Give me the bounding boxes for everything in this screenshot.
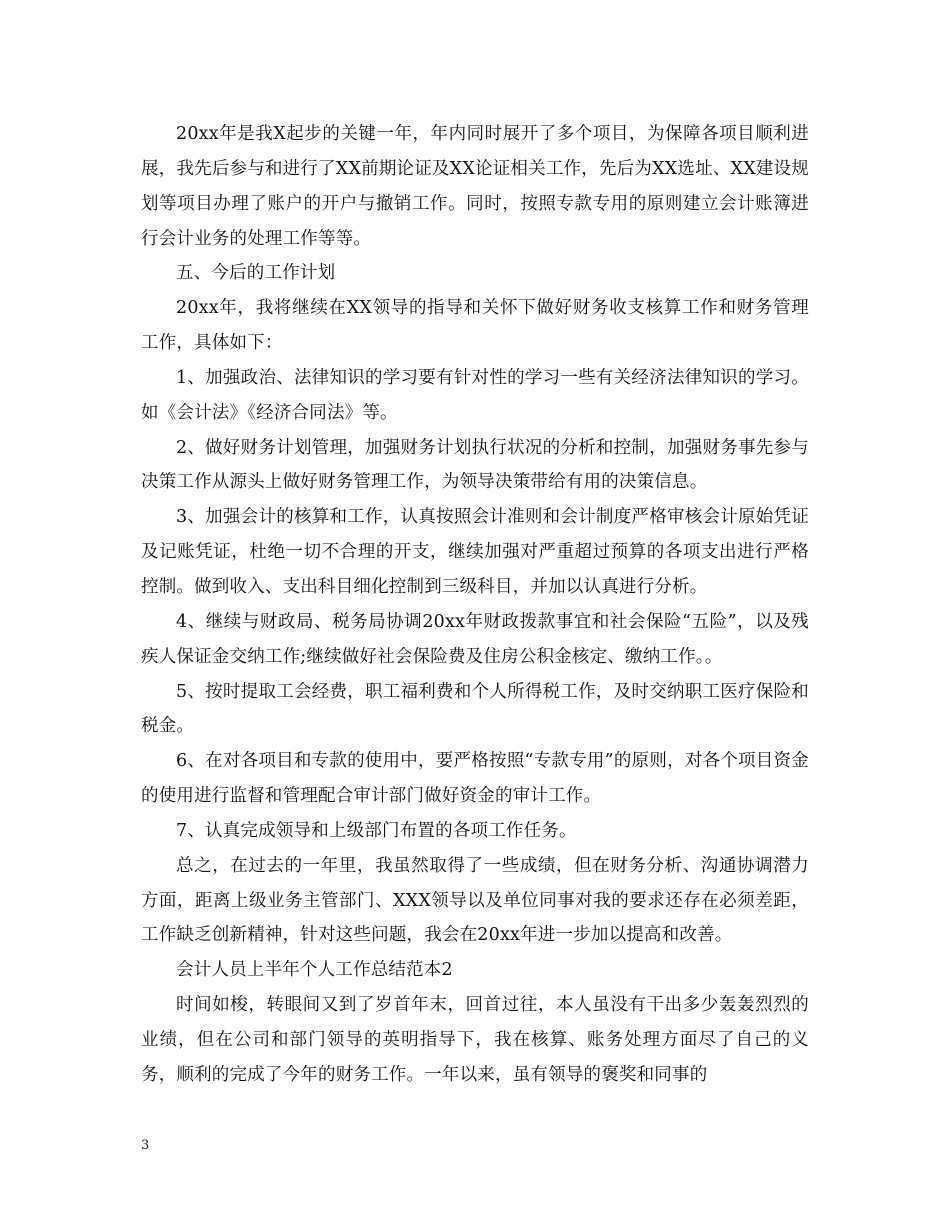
paragraph: 时间如梭，转眼间又到了岁首年末，回首过往，本人虽没有干出多少轰轰烈烈的业绩，但在公司和部门领导的英明指导下，我在核算、账务处理方面尽了自己的义务，顺利的完成了今年的财务工作。一年以来，虽有领导的褒奖和同事的 bbox=[141, 995, 809, 1085]
paragraph: 总之，在过去的一年里，我虽然取得了一些成绩，但在财务分析、沟通协调潜力方面，距离上级业务主管部门、XXX领导以及单位同事对我的要求还存在必须差距，工作缺乏创新精神，针对这些问题，我会在20xx年进一步加以提高和改善。 bbox=[141, 855, 809, 946]
page-number: 3 bbox=[141, 1138, 150, 1153]
list-item: 4、继续与财政局、税务局协调20xx年财政拨款事宜和社会保险“五险”，以及残疾人保证金交纳工作;继续做好社会保险费及住房公积金核定、缴纳工作。。 bbox=[141, 611, 809, 667]
list-item: 1、加强政治、法律知识的学习要有针对性的学习一些有关经济法律知识的学习。如《会计法》《经济合同法》等。 bbox=[141, 367, 809, 423]
list-item: 6、在对各项目和专款的使用中，要严格按照“专款专用”的原则，对各个项目资金的使用进行监督和管理配合审计部门做好资金的审计工作。 bbox=[141, 751, 809, 807]
paragraph: 20xx年是我X起步的关键一年，年内同时展开了多个项目，为保障各项目顺利进展，我先后参与和进行了XX前期论证及XX论证相关工作，先后为XX选址、XX建设规划等项目办理了账户的开户与撤销工作。同时，按照专款专用的原则建立会计账簿进行会计业务的处理工作等等。 bbox=[141, 124, 809, 249]
list-item: 3、加强会计的核算和工作，认真按照会计准则和会计制度严格审核会计原始凭证及记账凭证，杜绝一切不合理的开支，继续加强对严重超过预算的各项支出进行严格控制。做到收入、支出科目细化控制到三级科目，并加以认真进行分析。 bbox=[141, 507, 809, 597]
section-heading: 五、今后的工作计划 bbox=[176, 263, 336, 284]
list-item: 2、做好财务计划管理，加强财务计划执行状况的分析和控制，加强财务事先参与决策工作从源头上做好财务管理工作，为领导决策带给有用的决策信息。 bbox=[141, 437, 809, 493]
list-item: 5、按时提取工会经费，职工福利费和个人所得税工作，及时交纳职工医疗保险和税金。 bbox=[141, 681, 809, 737]
section-heading: 会计人员上半年个人工作总结范本2 bbox=[176, 960, 453, 981]
document-body bbox=[141, 117, 809, 1093]
paragraph: 20xx年，我将继续在XX领导的指导和关怀下做好财务收支核算工作和财务管理工作，具体如下： bbox=[141, 298, 809, 354]
list-item: 7、认真完成领导和上级部门布置的各项工作任务。 bbox=[176, 820, 577, 841]
